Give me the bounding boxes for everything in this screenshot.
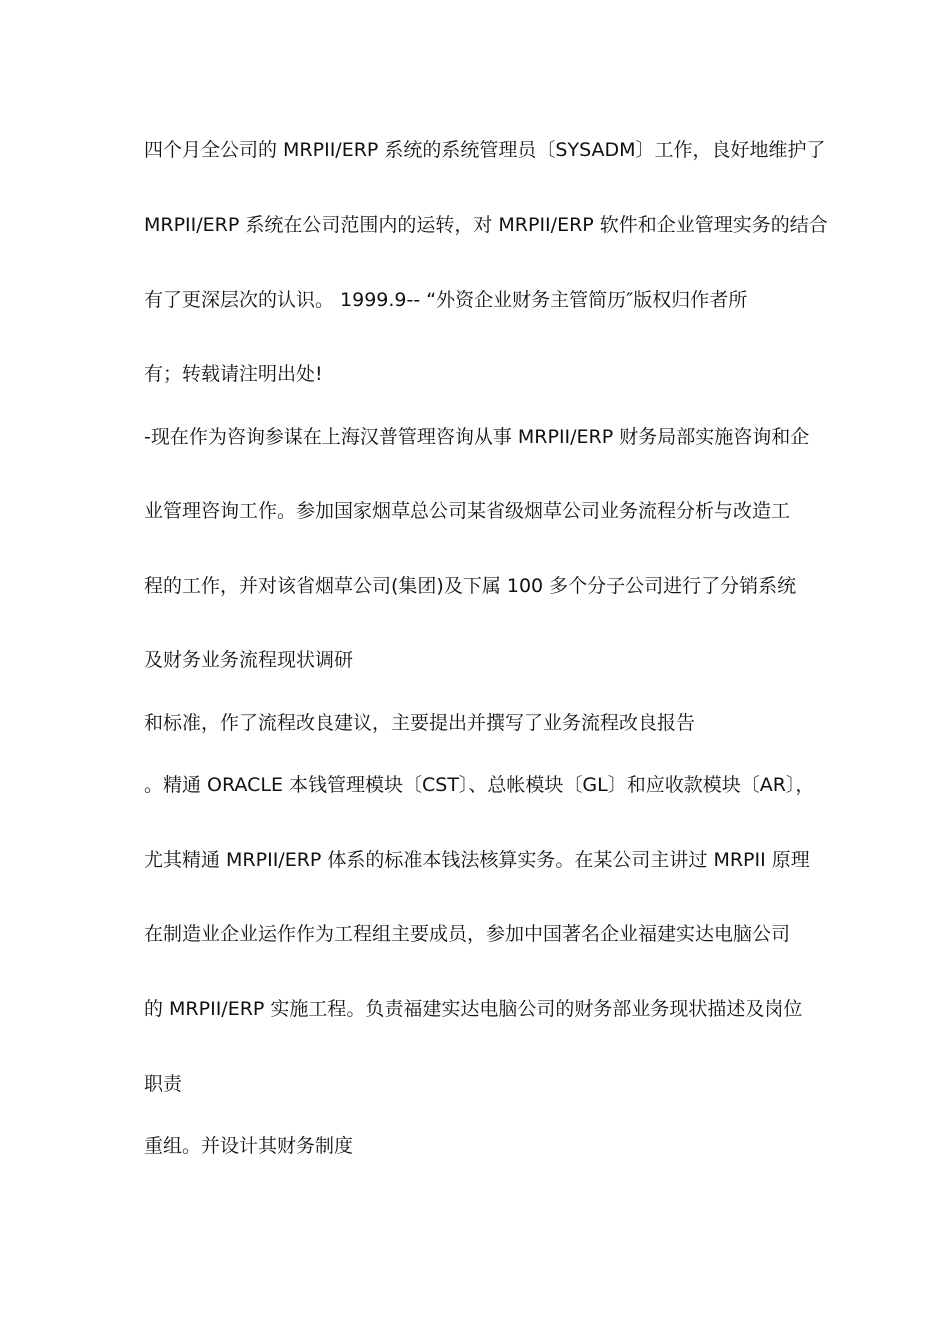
text-line: 程的工作，并对该省烟草公司(集团)及下属 100 多个分子公司进行了分销系统 — [144, 575, 797, 597]
text-line: 。精通 ORACLE 本钱管理模块〔CST〕、总帐模块〔GL〕和应收款模块〔AR〕， — [144, 774, 815, 796]
text-line: 及财务业务流程现状调研 — [144, 649, 354, 671]
text-line: 重组。并设计其财务制度 — [144, 1135, 354, 1157]
text-line: 和标准，作了流程改良建议，主要提出并撰写了业务流程改良报告 — [144, 712, 696, 734]
text-line: 在制造业企业运作作为工程组主要成员，参加中国著名企业福建实达电脑公司 — [144, 923, 791, 945]
text-line: MRPII/ERP 系统在公司范围内的运转，对 MRPII/ERP 软件和企业管理实务的结合 — [144, 214, 828, 236]
text-line: 职责 — [144, 1073, 183, 1095]
text-line: 的 MRPII/ERP 实施工程。负责福建实达电脑公司的财务部业务现状描述及岗位 — [144, 998, 803, 1020]
text-line: 有；转载请注明出处! — [144, 363, 323, 385]
text-line: 四个月全公司的 MRPII/ERP 系统的系统管理员〔SYSADM〕工作，良好地维护了 — [144, 139, 826, 161]
text-line: 尤其精通 MRPII/ERP 体系的标准本钱法核算实务。在某公司主讲过 MRPII 原理 — [144, 849, 810, 871]
text-line: -现在作为咨询参谋在上海汉普管理咨询从事 MRPII/ERP 财务局部实施咨询和企 — [144, 426, 810, 448]
text-line: 业管理咨询工作。参加国家烟草总公司某省级烟草公司业务流程分析与改造工 — [144, 500, 791, 522]
text-line: 有了更深层次的认识。 1999.9-- “外资企业财务主管简历″版权归作者所 — [144, 289, 748, 311]
